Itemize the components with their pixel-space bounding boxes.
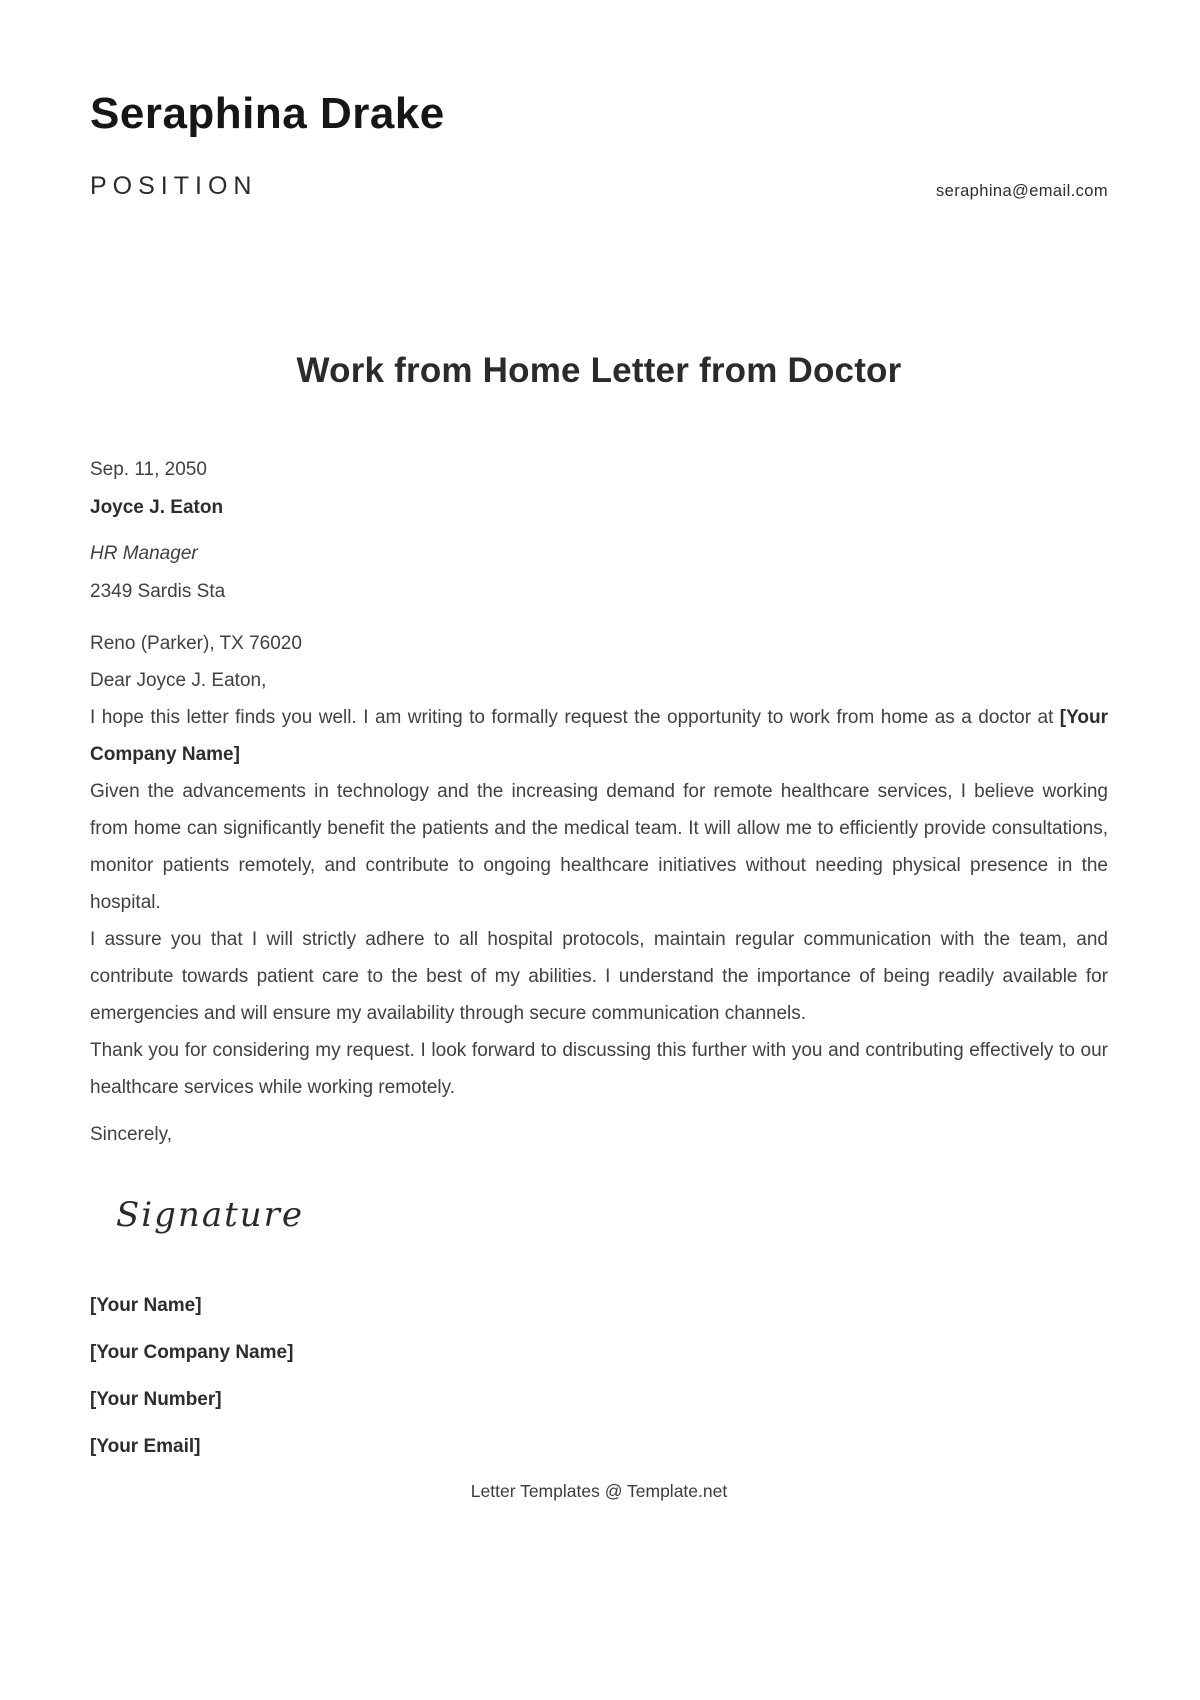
recipient-address-line-1: 2349 Sardis Sta xyxy=(90,581,226,603)
company-name-placeholder: [Your Company Name] xyxy=(90,707,1108,766)
recipient-address-line-2: Reno (Parker), TX 76020 xyxy=(90,633,302,655)
recipient-name: Joyce J. Eaton xyxy=(90,497,224,519)
footer-branding: Letter Templates @ Template.net xyxy=(470,1481,728,1502)
paragraph-2: Given the advancements in technology and the increasing demand for remote healthcare services, I believe working from home can significantly benefit the patients and the medical team. It will allow me to efficiently provide consultations, monitor patients remotely, and contribute to ongoing healthcare initiatives without needing physical presence in the hospital. xyxy=(90,781,1108,914)
sender-name: Seraphina Drake xyxy=(90,89,445,138)
signoff-block xyxy=(90,1293,1108,1460)
signoff-email-placeholder: [Your Email] xyxy=(90,1436,201,1458)
recipient-title: HR Manager xyxy=(90,543,198,565)
paragraph-1-text: I hope this letter finds you well. I am writing to formally request the opportunity to work from home as a doctor at xyxy=(90,707,1060,729)
sender-position: POSITION xyxy=(90,172,258,201)
paragraph-3: I assure you that I will strictly adhere to all hospital protocols, maintain regular communication with the team, and contribute towards patient care to the best of my abilities. I understand the importance of being readily available for emergencies and will ensure my availability through secure communication channels. xyxy=(90,929,1108,1025)
letter-body xyxy=(90,457,1108,1502)
signoff-number-placeholder: [Your Number] xyxy=(90,1389,222,1411)
paragraph-1 xyxy=(90,699,1108,773)
header-row xyxy=(90,172,1108,201)
document-title: Work from Home Letter from Doctor xyxy=(296,351,902,391)
closing: Sincerely, xyxy=(90,1124,173,1146)
letter-date: Sep. 11, 2050 xyxy=(90,459,207,481)
signoff-company-placeholder: [Your Company Name] xyxy=(90,1342,294,1364)
signoff-name-placeholder: [Your Name] xyxy=(90,1295,202,1317)
salutation: Dear Joyce J. Eaton, xyxy=(90,670,267,692)
signature-script: Signature xyxy=(116,1195,305,1236)
sender-email: seraphina@email.com xyxy=(935,182,1108,201)
paragraph-4: Thank you for considering my request. I look forward to discussing this further with you and contributing effectively to our healthcare services while working remotely. xyxy=(90,1040,1108,1099)
